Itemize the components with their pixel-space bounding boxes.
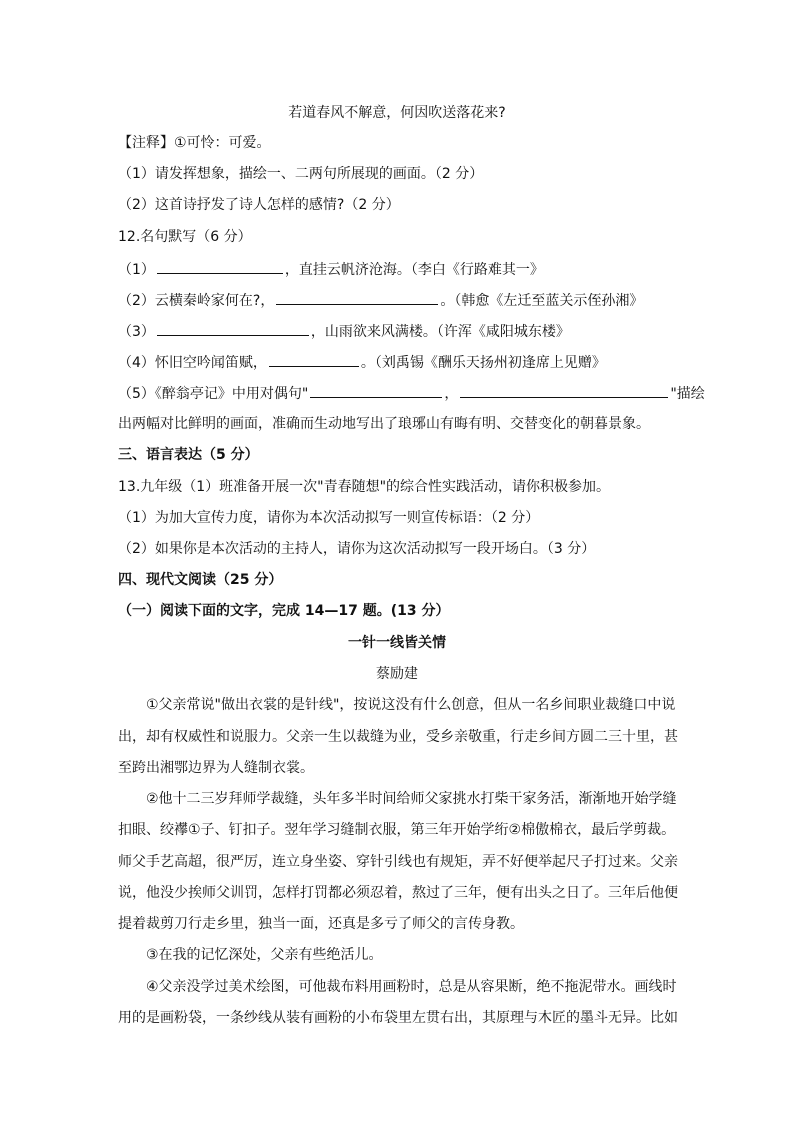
item-text: ，直挂云帆济沧海。（李白《行路难其一》 [284,262,544,278]
item-prefix: （2）云横秦岭家何在?， [118,293,275,309]
paragraph-line: 用的是画粉袋，一条纱线从装有画粉的小布袋里左贯右出，其原理与木匠的墨斗无异。比如 [118,1010,678,1026]
paragraph-line: ②他十二三岁拜师学裁缝，头年多半时间给师父家挑水打柴干家务活，渐渐地开始学缝 [146,791,677,807]
paragraph-line: 提着裁剪刀行走乡里，独当一面，还真是多亏了师父的言传身教。 [118,916,524,932]
annotation: 【注释】①可怜：可爱。 [118,135,271,151]
question-12-item-5 [118,382,705,404]
item-prefix: （4）怀旧空吟闻笛赋， [118,355,267,371]
section-4-heading: 四、现代文阅读（25 分） [118,572,283,588]
section-3-heading: 三、语言表达（5 分） [118,447,259,463]
question-11-1: （1）请发挥想象，描绘一、二两句所展现的画面。（2 分） [118,166,484,182]
question-12-item-4 [118,351,678,373]
answer-blank[interactable] [157,320,309,336]
paragraph-line: 说，他没少挨师父训罚，怎样打罚都必须忍着，熬过了三年，便有出头之日了。三年后他便 [118,885,678,901]
item-text: 。（韩愈《左迁至蓝关示侄孙湘》 [440,293,644,309]
question-13-1: （1）为加大宣传力度，请你为本次活动拟写一则宣传标语：（2 分） [118,510,540,526]
item-text: 。（刘禹锡《酬乐天扬州初逢席上见赠》 [360,355,606,371]
item-prefix: （3） [118,324,155,340]
question-12-item-2 [118,289,678,311]
question-12-item-5-continuation: 出两幅对比鲜明的画面，准确而生动地写出了琅琊山有晦有明、交替变化的朝暮景象。 [118,416,650,432]
paragraph-line: ①父亲常说"做出衣裳的是针线"，按说这没有什么创意，但从一名乡间职业裁缝口中说 [146,697,676,713]
question-13: 13.九年级（1）班准备开展一次"青春随想"的综合性实践活动，请你积极参加。 [118,479,611,495]
question-13-2: （2）如果你是本次活动的主持人，请你为这次活动拟写一段开场白。（3 分） [118,541,596,557]
paragraph-line: 师父手艺高超，很严厉，连立身坐姿、穿针引线也有规矩，弄不好便举起尺子打过来。父亲 [118,854,678,870]
answer-blank[interactable] [269,351,359,367]
answer-blank[interactable] [276,289,438,305]
item-separator: ， [444,386,459,402]
question-12-item-3 [118,320,678,342]
answer-blank[interactable] [460,382,668,398]
poem-last-line: 若道春风不解意，何因吹送落花来? [288,105,506,121]
item-prefix: （5）《醉翁亭记》中用对偶句" [118,386,309,402]
paragraph-line: ④父亲没学过美术绘图，可他裁布料用画粉时，总是从容果断，绝不拖泥带水。画线时 [146,979,677,995]
item-text: ，山雨欲来风满楼。（许浑《咸阳城东楼》 [310,324,570,340]
answer-blank[interactable] [310,382,442,398]
section-4-subheading: （一）阅读下面的文字，完成 14—17 题。(13 分） [118,603,450,619]
article-author: 蔡励建 [376,666,418,682]
paragraph-line: 扣眼、绞襻①子、钉扣子。翌年学习缝制衣服，第三年开始学绗②棉傲棉衣，最后学剪裁。 [118,822,676,838]
paragraph-line: ③在我的记忆深处，父亲有些绝活儿。 [146,947,383,963]
question-11-2: （2）这首诗抒发了诗人怎样的感情?（2 分） [118,197,400,213]
paragraph-line: 出，却有权威性和说服力。父亲一生以裁缝为业，受乡亲敬重，行走乡间方圆二三十里，甚 [118,729,678,745]
paragraph-line: 至跨出湘鄂边界为人缝制衣裳。 [118,760,314,776]
item-suffix: "描绘 [670,386,705,402]
answer-blank[interactable] [157,258,283,274]
article-title: 一针一线皆关情 [348,635,446,651]
question-12-item-1 [118,258,678,280]
item-prefix: （1） [118,262,155,278]
question-12-title: 12.名句默写（6 分） [118,229,252,245]
